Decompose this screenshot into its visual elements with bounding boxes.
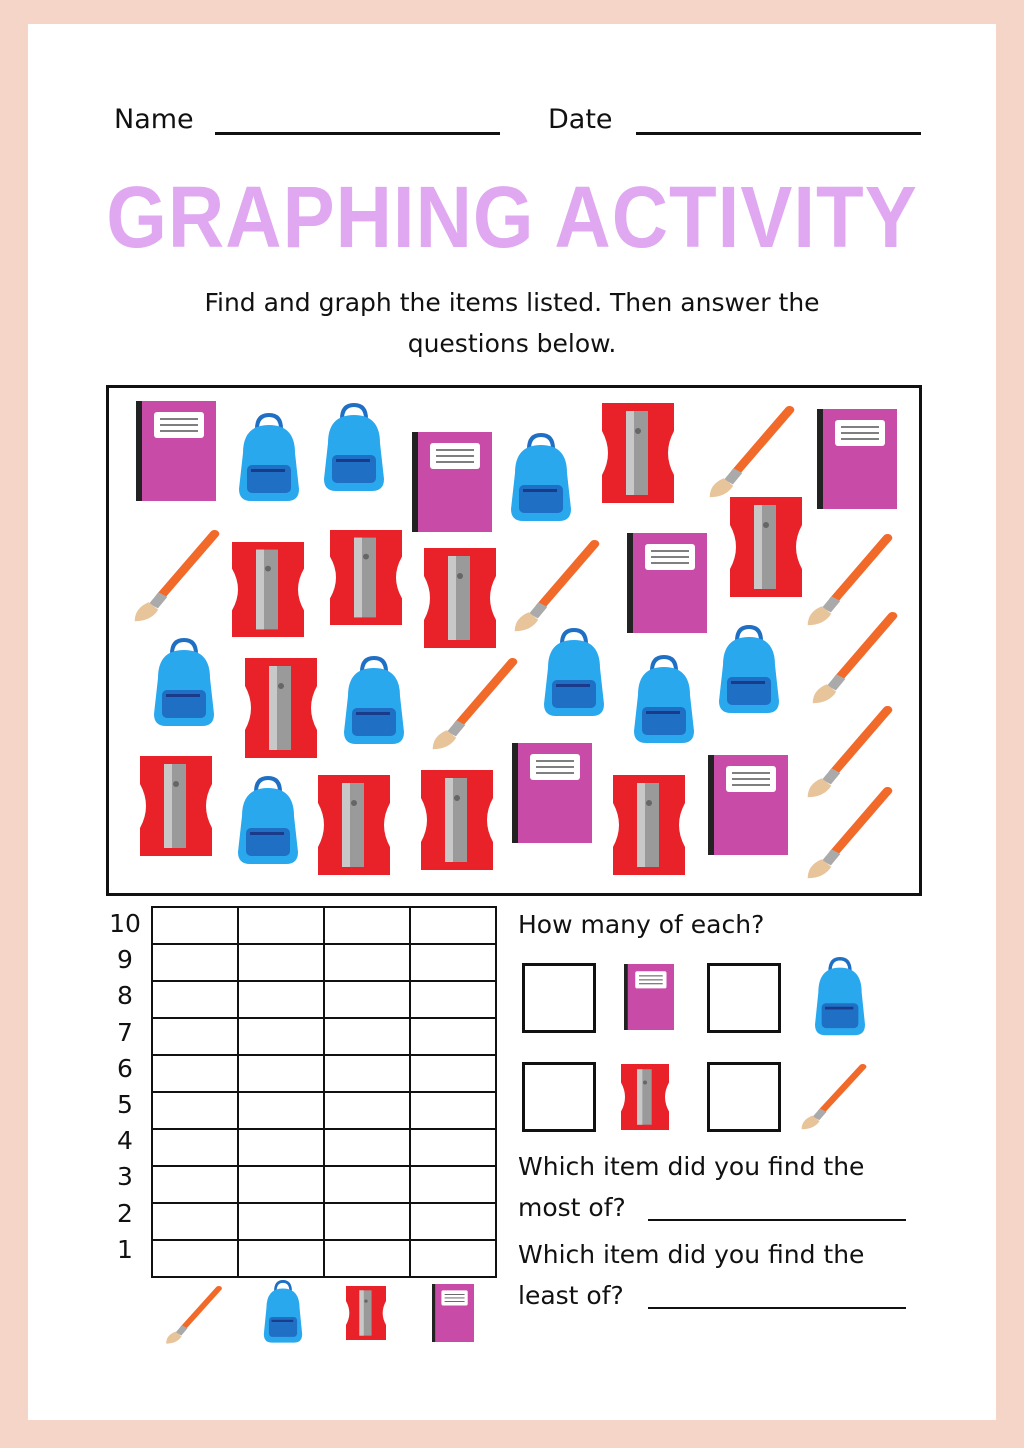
graph-cell[interactable] (324, 1129, 410, 1166)
graph-cell[interactable] (152, 1166, 238, 1203)
graph-cell[interactable] (152, 907, 238, 944)
bar-graph-grid[interactable] (151, 906, 497, 1278)
backpack-icon (713, 625, 785, 715)
notebook-icon (627, 533, 707, 633)
page-title: GRAPHING ACTIVITY (106, 167, 918, 267)
graph-cell[interactable] (152, 1055, 238, 1092)
graph-y-label: 8 (117, 981, 133, 1011)
graph-y-label: 5 (117, 1090, 133, 1119)
graph-cell[interactable] (324, 1055, 410, 1092)
graph-cell[interactable] (324, 1240, 410, 1277)
most-answer-line[interactable] (648, 1219, 906, 1221)
notebook-icon (136, 401, 216, 501)
sharpener-icon (346, 1286, 386, 1340)
graph-cell[interactable] (410, 1166, 496, 1203)
graph-cell[interactable] (324, 1092, 410, 1129)
date-field[interactable] (636, 132, 921, 135)
sharpener-icon (424, 548, 496, 648)
graph-cell[interactable] (410, 1240, 496, 1277)
sharpener-icon (140, 756, 212, 856)
sharpener-icon (621, 1064, 669, 1130)
backpack-icon (538, 628, 610, 718)
graph-cell[interactable] (152, 944, 238, 981)
graph-cell[interactable] (238, 907, 324, 944)
graph-y-label: 6 (117, 1053, 133, 1083)
graph-cell[interactable] (152, 1129, 238, 1166)
notebook-icon (512, 743, 592, 843)
backpack-icon (505, 433, 577, 523)
graph-cell[interactable] (238, 1018, 324, 1055)
graph-cell[interactable] (410, 1018, 496, 1055)
backpack-icon (628, 655, 700, 745)
backpack-icon (338, 656, 410, 746)
sharpener-count-box[interactable] (522, 1062, 596, 1132)
paintbrush-icon (163, 1286, 225, 1346)
backpack-icon (148, 638, 220, 728)
graph-cell[interactable] (238, 1129, 324, 1166)
graph-cell[interactable] (324, 981, 410, 1018)
graph-cell[interactable] (324, 1018, 410, 1055)
least-answer-line[interactable] (648, 1307, 906, 1309)
notebook-icon (708, 755, 788, 855)
backpack-icon (233, 413, 305, 503)
graph-cell[interactable] (152, 1203, 238, 1240)
sharpener-icon (602, 403, 674, 503)
sharpener-icon (730, 497, 802, 597)
sharpener-icon (613, 775, 685, 875)
backpack-icon (318, 403, 390, 493)
name-label: Name (114, 104, 194, 135)
graph-cell[interactable] (152, 1092, 238, 1129)
most-question: Which item did you find the most of? (518, 1152, 865, 1222)
backpack-icon (232, 776, 304, 866)
graph-cell[interactable] (410, 1129, 496, 1166)
graph-cell[interactable] (324, 1166, 410, 1203)
least-question: Which item did you find the least of? (518, 1240, 865, 1310)
notebook-icon (432, 1284, 474, 1342)
how-many-question: How many of each? (518, 910, 765, 939)
backpack-icon (260, 1280, 306, 1344)
graph-cell[interactable] (238, 1203, 324, 1240)
paintbrush-icon (130, 530, 224, 625)
name-field[interactable] (215, 132, 500, 135)
graph-cell[interactable] (152, 1240, 238, 1277)
graph-cell[interactable] (152, 1018, 238, 1055)
sharpener-icon (330, 530, 402, 625)
instructions: Find and graph the items listed. Then answer the questions below. (204, 288, 820, 358)
paintbrush-icon (803, 787, 897, 882)
graph-cell[interactable] (410, 944, 496, 981)
graph-cell[interactable] (238, 981, 324, 1018)
notebook-icon (412, 432, 492, 532)
graph-y-label: 4 (117, 1126, 133, 1156)
graph-cell[interactable] (410, 1092, 496, 1129)
backpack-count-box[interactable] (707, 963, 781, 1033)
notebook-icon (624, 964, 674, 1030)
graph-y-label: 3 (117, 1162, 133, 1192)
sharpener-icon (245, 658, 317, 758)
notebook-count-box[interactable] (522, 963, 596, 1033)
graph-y-label: 2 (117, 1198, 133, 1228)
graph-cell[interactable] (324, 1203, 410, 1240)
graph-cell[interactable] (410, 1203, 496, 1240)
graph-cell[interactable] (410, 981, 496, 1018)
paintbrush-icon (798, 1064, 870, 1132)
date-label: Date (548, 104, 613, 135)
graph-cell[interactable] (238, 944, 324, 981)
paintbrush-icon (808, 612, 902, 707)
backpack-icon (810, 957, 870, 1037)
sharpener-icon (318, 775, 390, 875)
paintbrush-count-box[interactable] (707, 1062, 781, 1132)
graph-cell[interactable] (410, 907, 496, 944)
sharpener-icon (232, 542, 304, 637)
sharpener-icon (421, 770, 493, 870)
notebook-icon (817, 409, 897, 509)
graph-y-label: 9 (117, 945, 133, 975)
graph-cell[interactable] (238, 1092, 324, 1129)
graph-cell[interactable] (238, 1055, 324, 1092)
paintbrush-icon (510, 540, 604, 635)
graph-cell[interactable] (238, 1240, 324, 1277)
graph-cell[interactable] (324, 944, 410, 981)
graph-cell[interactable] (152, 981, 238, 1018)
graph-y-label: 1 (117, 1234, 133, 1264)
paintbrush-icon (428, 658, 522, 753)
graph-cell[interactable] (324, 907, 410, 944)
graph-cell[interactable] (238, 1166, 324, 1203)
graph-y-label: 10 (109, 909, 141, 938)
paintbrush-icon (705, 406, 799, 501)
graph-y-label: 7 (117, 1017, 133, 1047)
graph-cell[interactable] (410, 1055, 496, 1092)
